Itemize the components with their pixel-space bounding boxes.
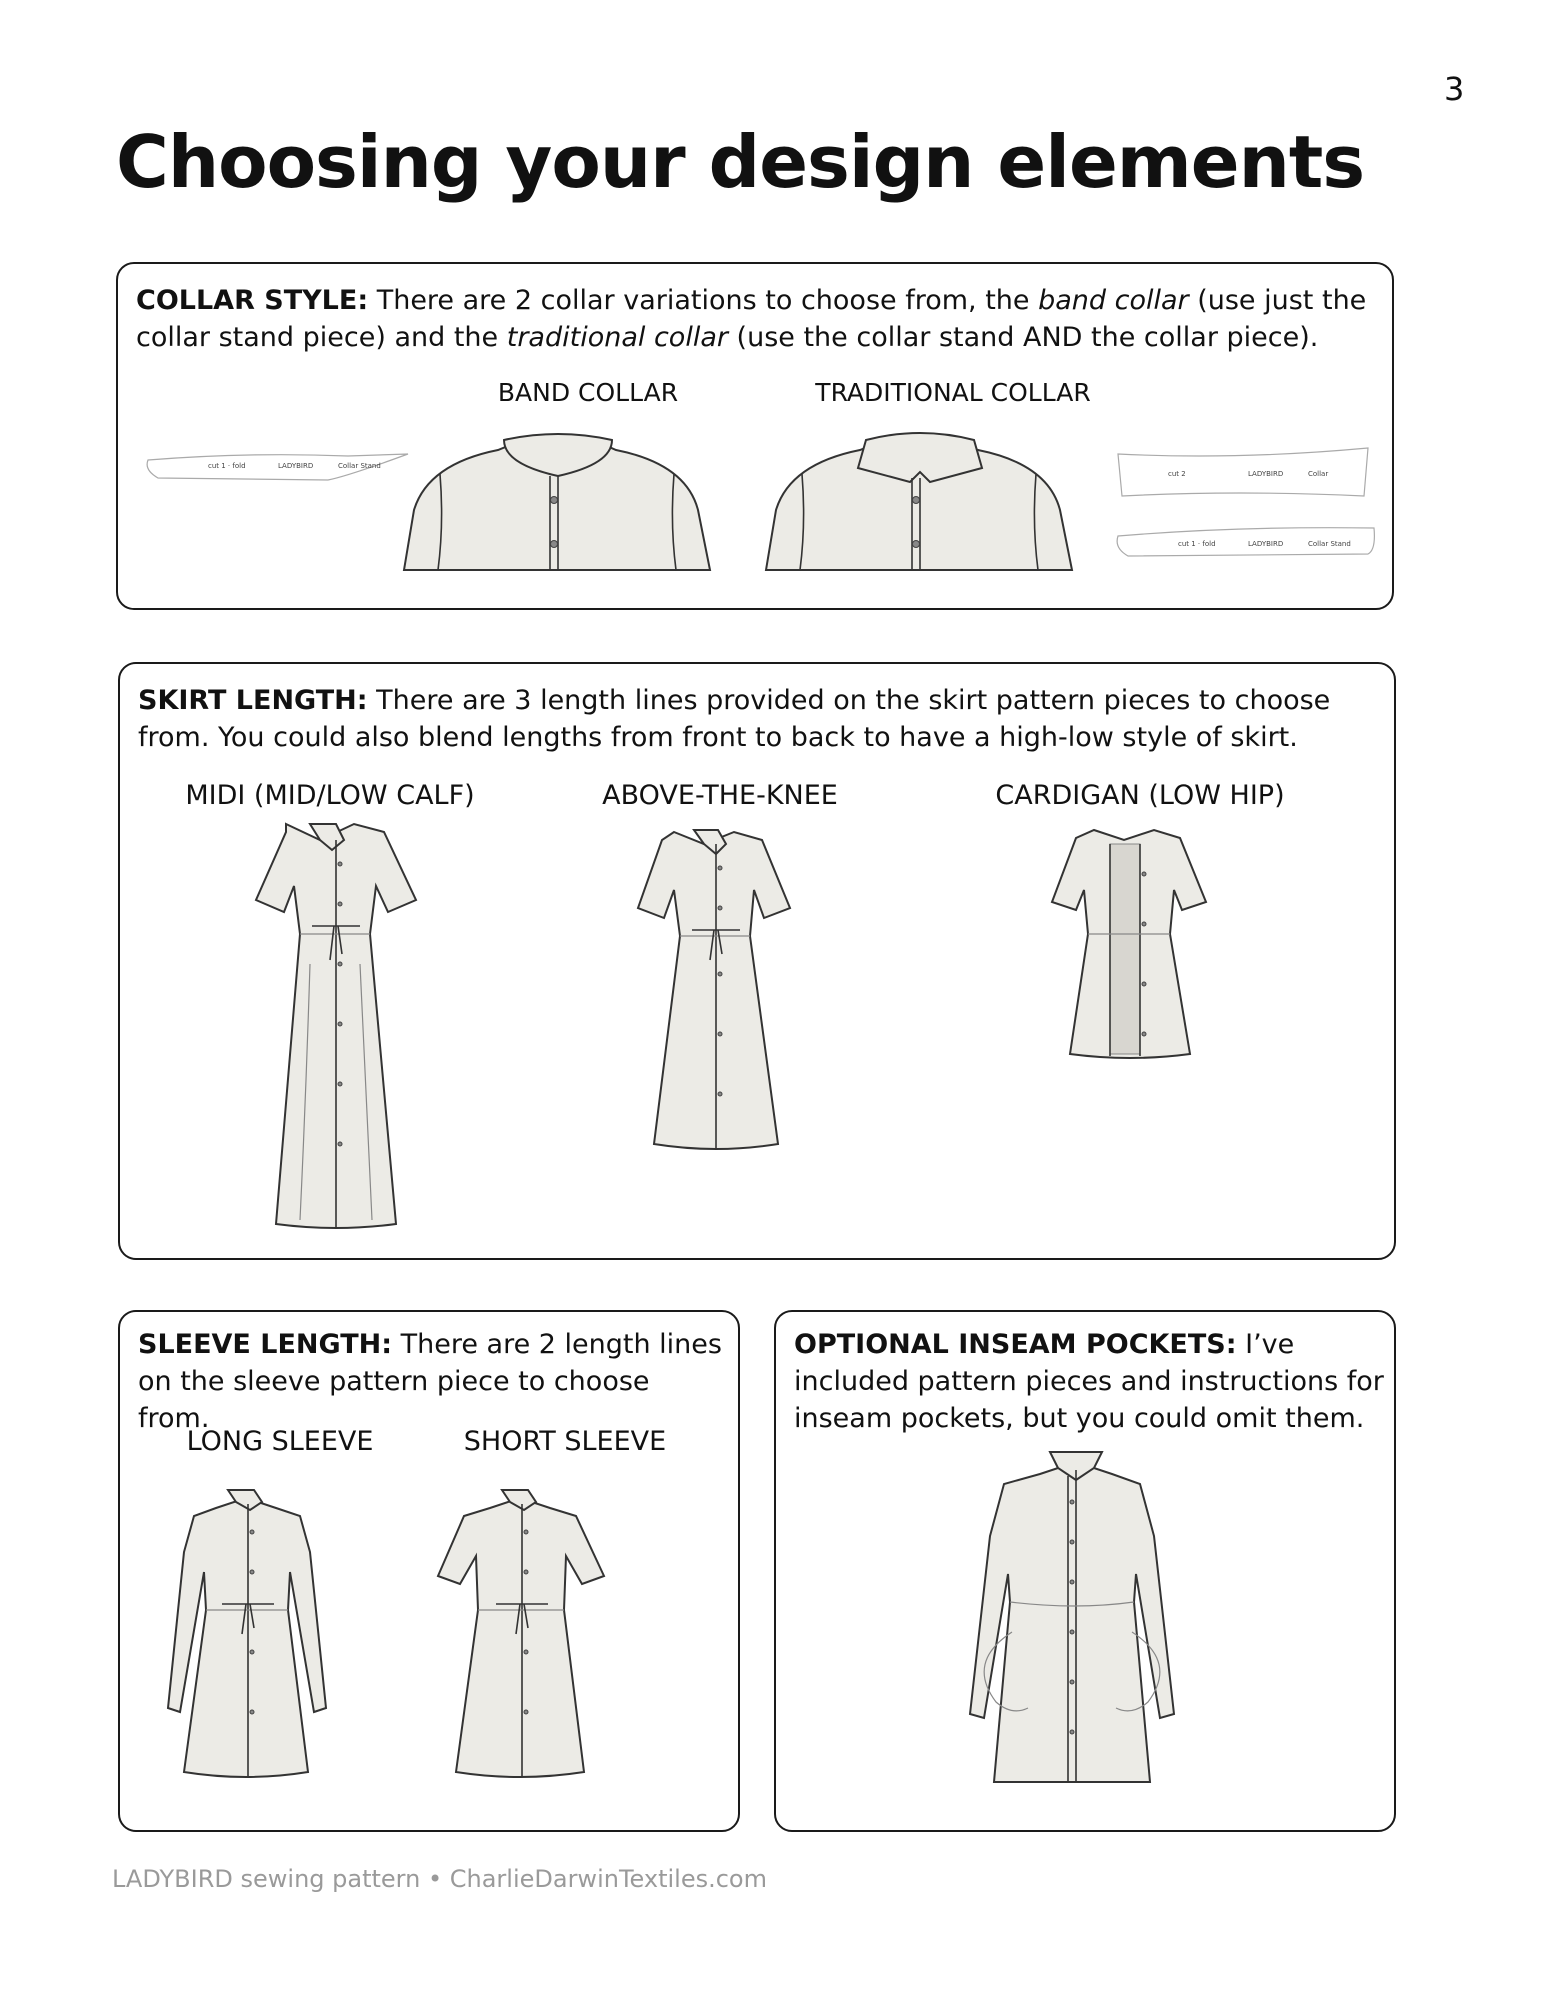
inseam-pockets-panel <box>774 1310 1396 1832</box>
collar-text-1: There are 2 collar variations to choose from, the <box>368 285 1039 316</box>
traditional-collar-pattern-pieces <box>1117 448 1374 556</box>
svg-text:Collar Stand: Collar Stand <box>1308 540 1351 548</box>
inseam-pockets-text: I’ve included pattern pieces and instructions for inseam pockets, but you could omit them. <box>794 1329 1384 1434</box>
page-title: Choosing your design elements <box>116 120 1365 204</box>
collar-stand-pattern-piece <box>147 454 408 480</box>
skirt-length-heading: SKIRT LENGTH: <box>138 685 368 716</box>
long-sleeve-label: LONG SLEEVE <box>186 1426 374 1457</box>
inseam-pockets-illustration <box>776 1312 1394 1830</box>
band-collar-label: BAND COLLAR <box>497 378 679 407</box>
svg-text:Collar Stand: Collar Stand <box>338 462 381 470</box>
traditional-collar-shirt <box>766 433 1072 570</box>
sleeve-length-text: There are 2 length lines on the sleeve pattern piece to choose from. <box>138 1329 722 1434</box>
above-the-knee-dress-drawing <box>638 830 790 1150</box>
collar-style-panel <box>116 262 1394 610</box>
inseam-pockets-heading: OPTIONAL INSEAM POCKETS: <box>794 1329 1237 1360</box>
long-sleeve-dress-drawing <box>168 1490 326 1777</box>
midi-length-label: MIDI (MID/LOW CALF) <box>185 780 475 811</box>
svg-text:cut 1 · fold: cut 1 · fold <box>208 462 246 470</box>
sleeve-length-heading: SLEEVE LENGTH: <box>138 1329 393 1360</box>
page-footer: LADYBIRD sewing pattern • CharlieDarwinTextiles.com <box>112 1865 767 1893</box>
above-the-knee-label: ABOVE-THE-KNEE <box>602 780 838 811</box>
svg-text:LADYBIRD: LADYBIRD <box>1248 540 1284 548</box>
collar-text-3: (use the collar stand AND the collar piece). <box>727 322 1319 353</box>
sleeve-length-illustrations <box>120 1312 738 1830</box>
short-sleeve-dress-drawing <box>438 1490 604 1777</box>
svg-text:LADYBIRD: LADYBIRD <box>278 462 314 470</box>
traditional-collar-label: TRADITIONAL COLLAR <box>815 378 1091 407</box>
page-number: 3 <box>1444 70 1465 108</box>
cardigan-length-drawing <box>1052 830 1206 1058</box>
short-sleeve-label: SHORT SLEEVE <box>463 1426 667 1457</box>
skirt-length-text: There are 3 length lines provided on the skirt pattern pieces to choose from. You could also blend lengths from front to back to have a high-low style of skirt. <box>138 685 1331 753</box>
pocket-dress-drawing <box>970 1452 1174 1782</box>
svg-text:Collar: Collar <box>1308 470 1329 478</box>
svg-text:cut 2: cut 2 <box>1168 470 1186 478</box>
svg-text:cut 1 · fold: cut 1 · fold <box>1178 540 1216 548</box>
collar-text-2: (use just the collar stand piece) and the <box>136 285 1367 353</box>
midi-dress-drawing <box>256 824 416 1228</box>
skirt-length-illustrations <box>120 664 1394 1258</box>
svg-text:LADYBIRD: LADYBIRD <box>1248 470 1284 478</box>
cardigan-length-label: CARDIGAN (LOW HIP) <box>995 780 1285 811</box>
sleeve-length-panel <box>118 1310 740 1832</box>
band-collar-term: band collar <box>1038 285 1189 316</box>
skirt-length-panel <box>118 662 1396 1260</box>
traditional-collar-term: traditional collar <box>506 322 728 353</box>
band-collar-shirt <box>404 434 710 570</box>
collar-illustrations <box>118 264 1392 608</box>
collar-style-heading: COLLAR STYLE: <box>136 285 369 316</box>
